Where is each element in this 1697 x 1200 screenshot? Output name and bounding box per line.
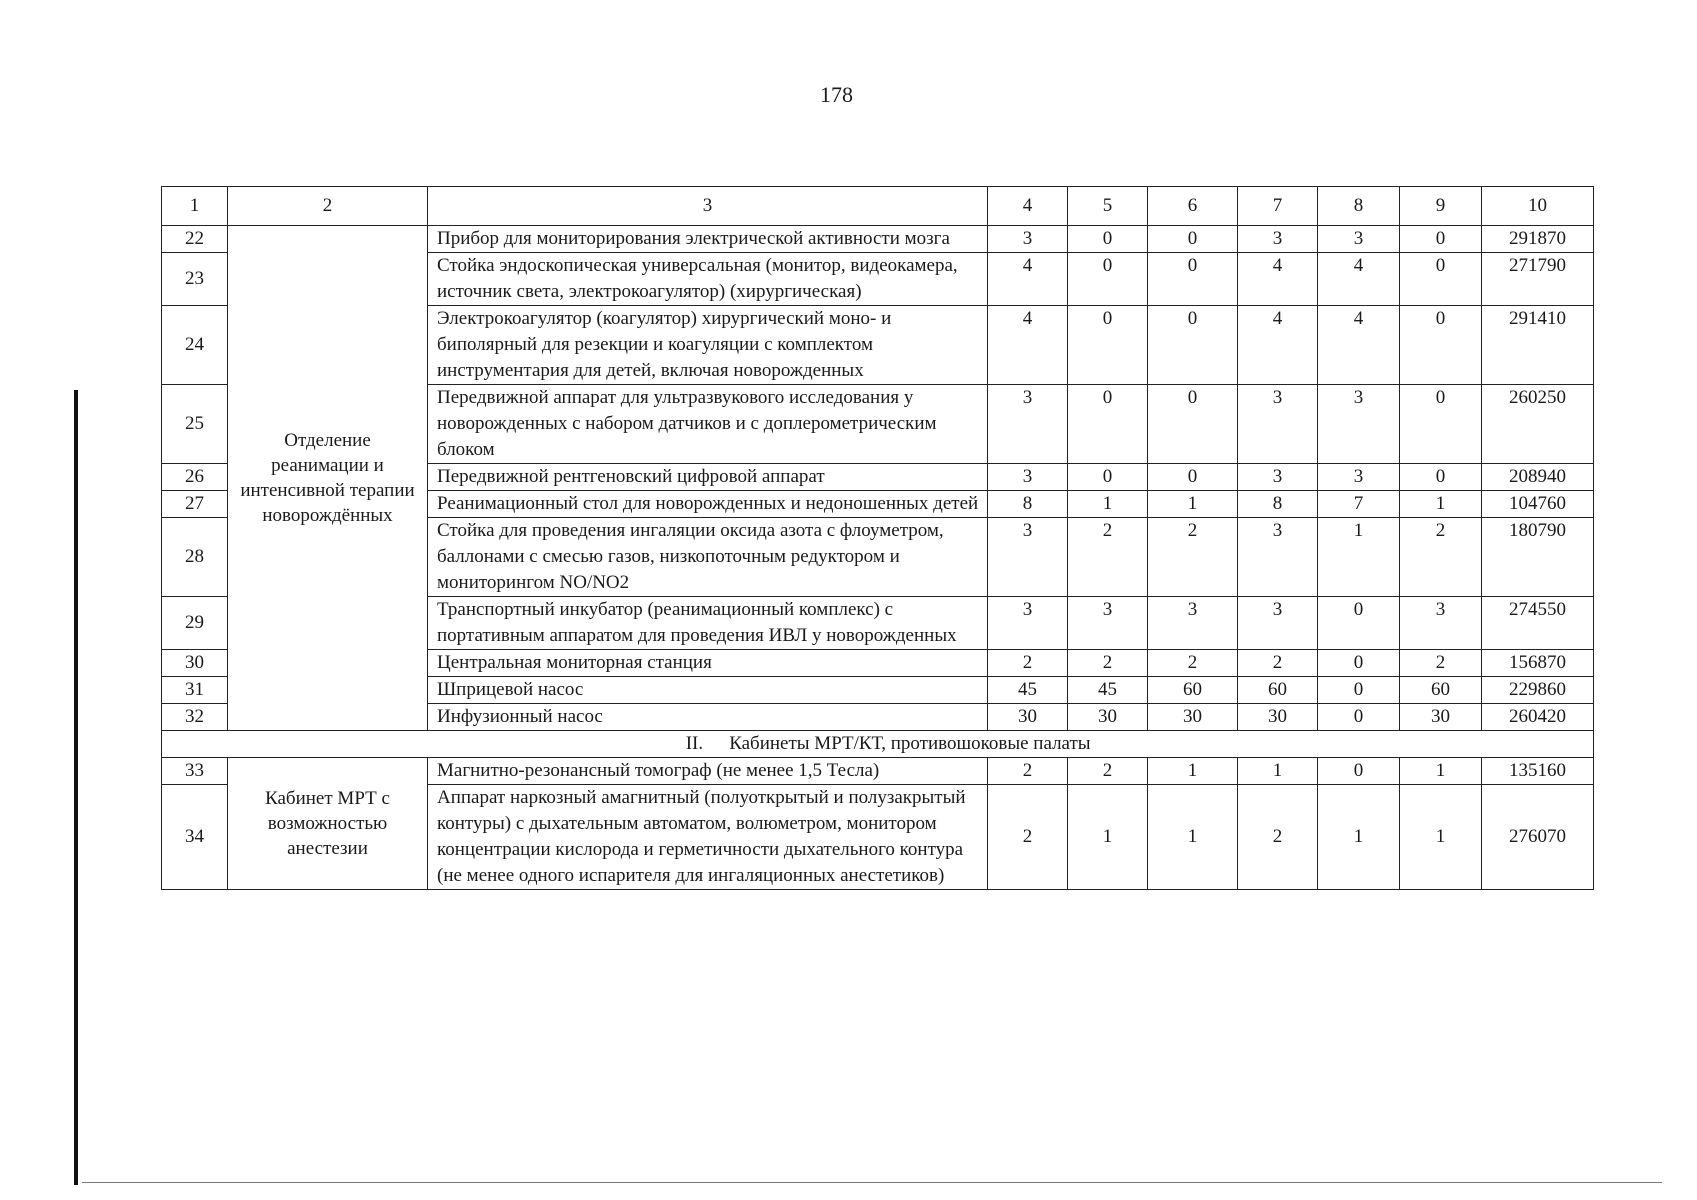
- value-cell: 3: [1148, 597, 1238, 650]
- equipment-name: Электрокоагулятор (коагулятор) хирургический моно- и биполярный для резекции и коагуляции с комплектом инструментария для детей, включая новорожденных: [428, 306, 988, 385]
- value-cell: 0: [1148, 226, 1238, 253]
- value-cell: 8: [988, 491, 1068, 518]
- row-number: 28: [162, 518, 228, 597]
- row-number: 34: [162, 785, 228, 890]
- value-cell: 2: [1238, 650, 1318, 677]
- price-cell: 271790: [1482, 253, 1594, 306]
- equipment-name: Прибор для мониторирования электрической активности мозга: [428, 226, 988, 253]
- price-cell: 104760: [1482, 491, 1594, 518]
- table-row: [162, 758, 1594, 785]
- row-number: 33: [162, 758, 228, 785]
- value-cell: 2: [1068, 758, 1148, 785]
- column-header: 7: [1238, 187, 1318, 226]
- price-cell: 135160: [1482, 758, 1594, 785]
- value-cell: 0: [1318, 704, 1400, 731]
- row-number: 23: [162, 253, 228, 306]
- value-cell: 3: [1238, 385, 1318, 464]
- value-cell: 3: [1238, 518, 1318, 597]
- value-cell: 2: [988, 785, 1068, 890]
- value-cell: 0: [1068, 226, 1148, 253]
- value-cell: 1: [1400, 785, 1482, 890]
- row-number: 30: [162, 650, 228, 677]
- value-cell: 0: [1148, 306, 1238, 385]
- value-cell: 4: [988, 306, 1068, 385]
- value-cell: 60: [1238, 677, 1318, 704]
- value-cell: 2: [1068, 518, 1148, 597]
- value-cell: 1: [1318, 518, 1400, 597]
- column-header: 5: [1068, 187, 1148, 226]
- price-cell: 156870: [1482, 650, 1594, 677]
- section-number: II.: [685, 733, 704, 754]
- row-number: 24: [162, 306, 228, 385]
- price-cell: 276070: [1482, 785, 1594, 890]
- footer-rule: [82, 1182, 1662, 1183]
- row-number: 27: [162, 491, 228, 518]
- equipment-name: Инфузионный насос: [428, 704, 988, 731]
- price-cell: 208940: [1482, 464, 1594, 491]
- section-heading-row: [162, 731, 1594, 758]
- value-cell: 3: [1068, 597, 1148, 650]
- value-cell: 0: [1068, 306, 1148, 385]
- equipment-name: Центральная мониторная станция: [428, 650, 988, 677]
- price-cell: 229860: [1482, 677, 1594, 704]
- value-cell: 2: [988, 758, 1068, 785]
- equipment-name: Передвижной аппарат для ультразвукового исследования у новорожденных с набором датчиков и с доплерометрическим блоком: [428, 385, 988, 464]
- value-cell: 30: [1068, 704, 1148, 731]
- value-cell: 45: [988, 677, 1068, 704]
- equipment-name: Передвижной рентгеновский цифровой аппарат: [428, 464, 988, 491]
- value-cell: 0: [1400, 385, 1482, 464]
- value-cell: 0: [1318, 650, 1400, 677]
- value-cell: 3: [988, 226, 1068, 253]
- equipment-name: Аппарат наркозный амагнитный (полуоткрытый и полузакрытый контуры) с дыхательным автоматом, волюметром, монитором концентрации кислорода и герметичности дыхательного контура (не менее одного испарителя для ингаляционных анестетиков): [428, 785, 988, 890]
- value-cell: 2: [1148, 650, 1238, 677]
- section-title: Кабинеты МРТ/КТ, противошоковые палаты: [729, 733, 1091, 754]
- scan-edge-mark: [74, 390, 78, 1185]
- page-number: 178: [820, 82, 853, 107]
- column-header: 9: [1400, 187, 1482, 226]
- value-cell: 3: [1318, 226, 1400, 253]
- value-cell: 0: [1318, 597, 1400, 650]
- value-cell: 1: [1400, 758, 1482, 785]
- value-cell: 0: [1068, 385, 1148, 464]
- value-cell: 30: [1400, 704, 1482, 731]
- value-cell: 0: [1148, 253, 1238, 306]
- column-header: 1: [162, 187, 228, 226]
- value-cell: 0: [1400, 226, 1482, 253]
- department-cell: Кабинет МРТ с возможностью анестезии: [228, 758, 428, 890]
- value-cell: 3: [1238, 226, 1318, 253]
- column-header: 6: [1148, 187, 1238, 226]
- value-cell: 0: [1068, 253, 1148, 306]
- value-cell: 1: [1148, 491, 1238, 518]
- price-cell: 274550: [1482, 597, 1594, 650]
- value-cell: 3: [988, 385, 1068, 464]
- equipment-name: Стойка эндоскопическая универсальная (монитор, видеокамера, источник света, электрокоагулятор) (хирургическая): [428, 253, 988, 306]
- value-cell: 4: [988, 253, 1068, 306]
- equipment-table: [161, 186, 1594, 890]
- equipment-name: Транспортный инкубатор (реанимационный комплекс) с портативным аппаратом для проведения ИВЛ у новорожденных: [428, 597, 988, 650]
- value-cell: 3: [988, 518, 1068, 597]
- value-cell: 4: [1238, 253, 1318, 306]
- value-cell: 30: [1148, 704, 1238, 731]
- value-cell: 4: [1318, 306, 1400, 385]
- value-cell: 1: [1148, 785, 1238, 890]
- row-number: 26: [162, 464, 228, 491]
- row-number: 25: [162, 385, 228, 464]
- department-cell: Отделение реанимации и интенсивной терапии новорождённых: [228, 226, 428, 731]
- value-cell: 2: [1238, 785, 1318, 890]
- value-cell: 1: [1238, 758, 1318, 785]
- value-cell: 3: [988, 597, 1068, 650]
- value-cell: 0: [1400, 306, 1482, 385]
- column-header: 8: [1318, 187, 1400, 226]
- value-cell: 1: [1148, 758, 1238, 785]
- value-cell: 2: [1400, 518, 1482, 597]
- equipment-name: Стойка для проведения ингаляции оксида азота с флоуметром, баллонами с смесью газов, низкопоточным редуктором и мониторингом NO/NO2: [428, 518, 988, 597]
- price-cell: 260250: [1482, 385, 1594, 464]
- value-cell: 30: [988, 704, 1068, 731]
- price-cell: 291410: [1482, 306, 1594, 385]
- value-cell: 4: [1318, 253, 1400, 306]
- row-number: 22: [162, 226, 228, 253]
- price-cell: 291870: [1482, 226, 1594, 253]
- table-row: [162, 226, 1594, 253]
- value-cell: 2: [1400, 650, 1482, 677]
- value-cell: 0: [1400, 464, 1482, 491]
- value-cell: 3: [1318, 385, 1400, 464]
- column-header: 4: [988, 187, 1068, 226]
- value-cell: 3: [1238, 597, 1318, 650]
- equipment-name: Шприцевой насос: [428, 677, 988, 704]
- value-cell: 3: [1318, 464, 1400, 491]
- value-cell: 0: [1148, 464, 1238, 491]
- column-header: 3: [428, 187, 988, 226]
- value-cell: 1: [1318, 785, 1400, 890]
- value-cell: 3: [1400, 597, 1482, 650]
- value-cell: 3: [1238, 464, 1318, 491]
- price-cell: 260420: [1482, 704, 1594, 731]
- value-cell: 2: [1068, 650, 1148, 677]
- value-cell: 30: [1238, 704, 1318, 731]
- row-number: 29: [162, 597, 228, 650]
- value-cell: 0: [1318, 758, 1400, 785]
- value-cell: 0: [1148, 385, 1238, 464]
- value-cell: 2: [1148, 518, 1238, 597]
- value-cell: 0: [1318, 677, 1400, 704]
- row-number: 32: [162, 704, 228, 731]
- equipment-name: Магнитно-резонансный томограф (не менее 1,5 Тесла): [428, 758, 988, 785]
- value-cell: 1: [1400, 491, 1482, 518]
- value-cell: 3: [988, 464, 1068, 491]
- value-cell: 45: [1068, 677, 1148, 704]
- column-header: 10: [1482, 187, 1594, 226]
- value-cell: 7: [1318, 491, 1400, 518]
- price-cell: 180790: [1482, 518, 1594, 597]
- value-cell: 0: [1068, 464, 1148, 491]
- value-cell: 1: [1068, 785, 1148, 890]
- column-header: 2: [228, 187, 428, 226]
- value-cell: 4: [1238, 306, 1318, 385]
- value-cell: 60: [1400, 677, 1482, 704]
- value-cell: 8: [1238, 491, 1318, 518]
- row-number: 31: [162, 677, 228, 704]
- value-cell: 1: [1068, 491, 1148, 518]
- value-cell: 60: [1148, 677, 1238, 704]
- column-number-row: [162, 187, 1594, 226]
- value-cell: 0: [1400, 253, 1482, 306]
- equipment-name: Реанимационный стол для новорожденных и недоношенных детей: [428, 491, 988, 518]
- value-cell: 2: [988, 650, 1068, 677]
- section-heading: [162, 731, 1594, 758]
